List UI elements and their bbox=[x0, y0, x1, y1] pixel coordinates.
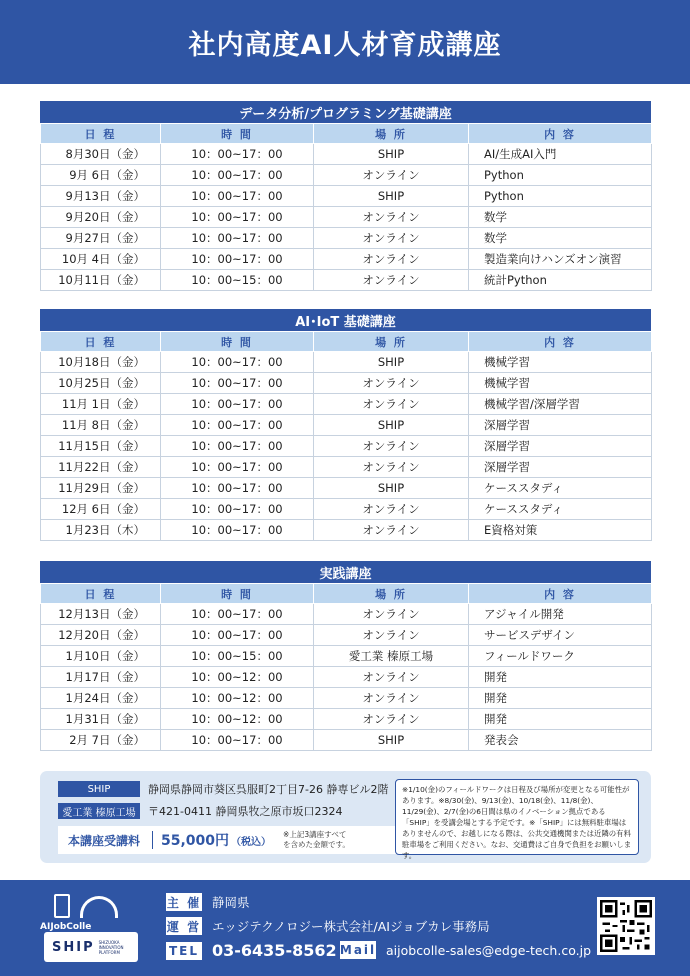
tel-row bbox=[166, 941, 337, 960]
cell-content: Python bbox=[469, 165, 652, 186]
ship-logo-subtext: SHIZUOKA INNOVATION PLATFORM bbox=[98, 939, 124, 955]
cell-content: Python bbox=[469, 186, 652, 207]
cell-place: オンライン bbox=[314, 688, 469, 709]
cell-date: 1月23日（木） bbox=[41, 520, 161, 541]
table-row bbox=[41, 667, 652, 688]
cell-time: 10：00~17：00 bbox=[161, 228, 314, 249]
cell-content: フィールドワーク bbox=[469, 646, 652, 667]
cell-place: オンライン bbox=[314, 207, 469, 228]
cell-content: 深層学習 bbox=[469, 415, 652, 436]
ship-logo bbox=[44, 932, 138, 962]
cell-content: 製造業向けハンズオン演習 bbox=[469, 249, 652, 270]
cell-time: 10：00~17：00 bbox=[161, 207, 314, 228]
cell-place: オンライン bbox=[314, 436, 469, 457]
cell-content: ケーススタディ bbox=[469, 499, 652, 520]
cell-time: 10：00~17：00 bbox=[161, 457, 314, 478]
header-date: 日 程 bbox=[41, 332, 161, 352]
qr-code[interactable] bbox=[597, 897, 655, 955]
venue-fee-panel bbox=[40, 771, 651, 863]
cell-place: オンライン bbox=[314, 165, 469, 186]
organizer-row bbox=[166, 893, 250, 911]
cell-time: 10：00~17：00 bbox=[161, 394, 314, 415]
cell-date: 10月25日（金） bbox=[41, 373, 161, 394]
cell-time: 10：00~15：00 bbox=[161, 646, 314, 667]
fee-box bbox=[58, 826, 414, 854]
fee-note-line: を含めた金額です。 bbox=[283, 840, 350, 849]
cell-place: オンライン bbox=[314, 604, 469, 625]
cell-time: 10：00~17：00 bbox=[161, 144, 314, 165]
cell-date: 11月15日（金） bbox=[41, 436, 161, 457]
fee-label: 本講座受講料 bbox=[68, 833, 141, 848]
header-content: 内 容 bbox=[469, 584, 652, 604]
cell-content: 数学 bbox=[469, 207, 652, 228]
table-row bbox=[41, 499, 652, 520]
ship-tag: SHIP bbox=[58, 781, 140, 797]
ship-logo-text: SHIP bbox=[52, 939, 95, 955]
page-header bbox=[0, 0, 690, 84]
cell-date: 10月11日（金） bbox=[41, 270, 161, 291]
table-row bbox=[41, 394, 652, 415]
table-row bbox=[41, 730, 652, 751]
cell-date: 11月 1日（金） bbox=[41, 394, 161, 415]
cell-content: 機械学習 bbox=[469, 373, 652, 394]
cell-date: 11月 8日（金） bbox=[41, 415, 161, 436]
table-row bbox=[41, 249, 652, 270]
cell-place: 愛工業 榛原工場 bbox=[314, 646, 469, 667]
cell-date: 10月 4日（金） bbox=[41, 249, 161, 270]
cell-date: 1月10日（金） bbox=[41, 646, 161, 667]
cell-content: 開発 bbox=[469, 688, 652, 709]
cell-place: SHIP bbox=[314, 352, 469, 373]
cell-content: サービスデザイン bbox=[469, 625, 652, 646]
section-title: 実践講座 bbox=[40, 561, 651, 583]
table-row bbox=[41, 373, 652, 394]
building-icon bbox=[54, 894, 70, 918]
schedule-table bbox=[40, 331, 652, 541]
ship-address-row bbox=[58, 781, 388, 797]
cell-place: オンライン bbox=[314, 249, 469, 270]
cell-date: 9月20日（金） bbox=[41, 207, 161, 228]
footer bbox=[0, 880, 690, 976]
cell-date: 12月 6日（金） bbox=[41, 499, 161, 520]
aijobcolle-label: AIJobColle bbox=[40, 922, 92, 932]
cell-date: 11月29日（金） bbox=[41, 478, 161, 499]
tel-tag: TEL bbox=[166, 942, 202, 960]
mail-address[interactable]: aijobcolle-sales@edge-tech.co.jp bbox=[386, 942, 592, 958]
table-row bbox=[41, 436, 652, 457]
cell-time: 10：00~12：00 bbox=[161, 709, 314, 730]
table-row bbox=[41, 688, 652, 709]
organizer-tag: 主 催 bbox=[166, 893, 202, 911]
cell-date: 9月 6日（金） bbox=[41, 165, 161, 186]
ship-address: 静岡県静岡市葵区呉服町2丁目7-26 静専ビル2階 bbox=[148, 783, 389, 796]
cell-place: SHIP bbox=[314, 478, 469, 499]
cell-time: 10：00~17：00 bbox=[161, 415, 314, 436]
header-place: 場 所 bbox=[314, 124, 469, 144]
cell-date: 9月13日（金） bbox=[41, 186, 161, 207]
cell-date: 9月27日（金） bbox=[41, 228, 161, 249]
cell-date: 2月 7日（金） bbox=[41, 730, 161, 751]
cell-time: 10：00~17：00 bbox=[161, 165, 314, 186]
header-date: 日 程 bbox=[41, 584, 161, 604]
page-title: 社内高度AI人材育成講座 bbox=[188, 29, 502, 61]
header-place: 場 所 bbox=[314, 332, 469, 352]
qr-code-icon bbox=[600, 900, 652, 952]
operator: エッジテクノロジー株式会社/AIジョブカレ事務局 bbox=[212, 919, 490, 934]
table-row bbox=[41, 186, 652, 207]
mail-row bbox=[340, 941, 591, 959]
notice-box: ※1/10(金)のフィールドワークは日程及び場所が変更となる可能性があります。※8/30(金)、9/13(金)、10/18(金)、11/8(金)、11/29(金)、2/7(金)の6日間は県のイノベーション拠点である「SHIP」を受講会場とする予定です。※「SHIP」には無料駐車場はありませんので、お越しになる際は、公共交通機関または近隣の有料駐車場をご利用ください。なお、交通費はご自身で負担をお願いします。 bbox=[395, 779, 639, 855]
cell-content: ケーススタディ bbox=[469, 478, 652, 499]
header-time: 時 間 bbox=[161, 332, 314, 352]
schedule-table bbox=[40, 123, 652, 291]
cell-date: 12月20日（金） bbox=[41, 625, 161, 646]
cell-place: SHIP bbox=[314, 144, 469, 165]
cell-place: オンライン bbox=[314, 499, 469, 520]
table-row bbox=[41, 165, 652, 186]
cell-place: オンライン bbox=[314, 709, 469, 730]
header-time: 時 間 bbox=[161, 124, 314, 144]
section-ai-iot bbox=[40, 309, 651, 541]
cell-date: 10月18日（金） bbox=[41, 352, 161, 373]
cell-content: 機械学習/深層学習 bbox=[469, 394, 652, 415]
table-row bbox=[41, 270, 652, 291]
cell-place: SHIP bbox=[314, 415, 469, 436]
table-row bbox=[41, 457, 652, 478]
section-data-analysis bbox=[40, 101, 651, 291]
mail-tag: Mail bbox=[339, 943, 377, 957]
aikogyo-address-row bbox=[58, 803, 342, 819]
cell-place: オンライン bbox=[314, 520, 469, 541]
cell-content: 深層学習 bbox=[469, 457, 652, 478]
cell-content: 数学 bbox=[469, 228, 652, 249]
cell-time: 10：00~17：00 bbox=[161, 373, 314, 394]
table-row bbox=[41, 478, 652, 499]
aikogyo-tag: 愛工業 榛原工場 bbox=[58, 803, 140, 819]
cell-content: 機械学習 bbox=[469, 352, 652, 373]
header-time: 時 間 bbox=[161, 584, 314, 604]
cell-date: 1月24日（金） bbox=[41, 688, 161, 709]
cell-time: 10：00~17：00 bbox=[161, 625, 314, 646]
cell-time: 10：00~17：00 bbox=[161, 499, 314, 520]
cell-content: AI/生成AI入門 bbox=[469, 144, 652, 165]
cell-time: 10：00~17：00 bbox=[161, 520, 314, 541]
cell-date: 11月22日（金） bbox=[41, 457, 161, 478]
cell-content: 開発 bbox=[469, 709, 652, 730]
cell-time: 10：00~17：00 bbox=[161, 186, 314, 207]
section-title: データ分析/プログラミング基礎講座 bbox=[40, 101, 651, 123]
aikogyo-address: 〒421-0411 静岡県牧之原市坂口2324 bbox=[148, 805, 343, 818]
table-row bbox=[41, 520, 652, 541]
cell-time: 10：00~17：00 bbox=[161, 604, 314, 625]
operator-tag: 運 営 bbox=[166, 917, 202, 935]
header-content: 内 容 bbox=[469, 332, 652, 352]
fee-note bbox=[283, 830, 350, 850]
cell-time: 10：00~12：00 bbox=[161, 688, 314, 709]
cell-date: 8月30日（金） bbox=[41, 144, 161, 165]
section-title: AI･IoT 基礎講座 bbox=[40, 309, 651, 331]
table-row bbox=[41, 228, 652, 249]
table-row bbox=[41, 709, 652, 730]
cell-date: 1月17日（金） bbox=[41, 667, 161, 688]
table-row bbox=[41, 604, 652, 625]
cell-place: オンライン bbox=[314, 457, 469, 478]
cell-content: E資格対策 bbox=[469, 520, 652, 541]
cell-content: 開発 bbox=[469, 667, 652, 688]
header-content: 内 容 bbox=[469, 124, 652, 144]
section-practice bbox=[40, 561, 651, 751]
cell-time: 10：00~17：00 bbox=[161, 352, 314, 373]
cell-place: SHIP bbox=[314, 730, 469, 751]
cell-content: 発表会 bbox=[469, 730, 652, 751]
cell-time: 10：00~17：00 bbox=[161, 249, 314, 270]
table-row bbox=[41, 352, 652, 373]
cell-content: 深層学習 bbox=[469, 436, 652, 457]
fee-amount: 55,000円 bbox=[161, 833, 230, 849]
cell-time: 10：00~17：00 bbox=[161, 478, 314, 499]
header-place: 場 所 bbox=[314, 584, 469, 604]
cell-place: オンライン bbox=[314, 373, 469, 394]
header-date: 日 程 bbox=[41, 124, 161, 144]
cell-place: オンライン bbox=[314, 667, 469, 688]
cell-time: 10：00~17：00 bbox=[161, 436, 314, 457]
cell-time: 10：00~12：00 bbox=[161, 667, 314, 688]
cell-place: オンライン bbox=[314, 228, 469, 249]
cell-time: 10：00~17：00 bbox=[161, 730, 314, 751]
cell-place: オンライン bbox=[314, 270, 469, 291]
cell-place: オンライン bbox=[314, 625, 469, 646]
tel-number[interactable]: 03-6435-8562 bbox=[212, 941, 337, 960]
table-row bbox=[41, 625, 652, 646]
table-header-row bbox=[41, 332, 652, 352]
organizer: 静岡県 bbox=[212, 895, 250, 910]
table-row bbox=[41, 415, 652, 436]
fee-unit: （税込） bbox=[231, 836, 272, 848]
operator-row bbox=[166, 917, 490, 935]
table-row bbox=[41, 646, 652, 667]
cell-content: 統計Python bbox=[469, 270, 652, 291]
table-header-row bbox=[41, 124, 652, 144]
table-row bbox=[41, 144, 652, 165]
schedule-table bbox=[40, 583, 652, 751]
fee-note-line: ※上記3講座すべて bbox=[283, 830, 347, 839]
cell-time: 10：00~15：00 bbox=[161, 270, 314, 291]
cell-date: 1月31日（金） bbox=[41, 709, 161, 730]
cell-date: 12月13日（金） bbox=[41, 604, 161, 625]
cell-place: オンライン bbox=[314, 394, 469, 415]
cell-content: アジャイル開発 bbox=[469, 604, 652, 625]
table-row bbox=[41, 207, 652, 228]
cell-place: SHIP bbox=[314, 186, 469, 207]
mountain-icon bbox=[80, 896, 118, 918]
table-header-row bbox=[41, 584, 652, 604]
